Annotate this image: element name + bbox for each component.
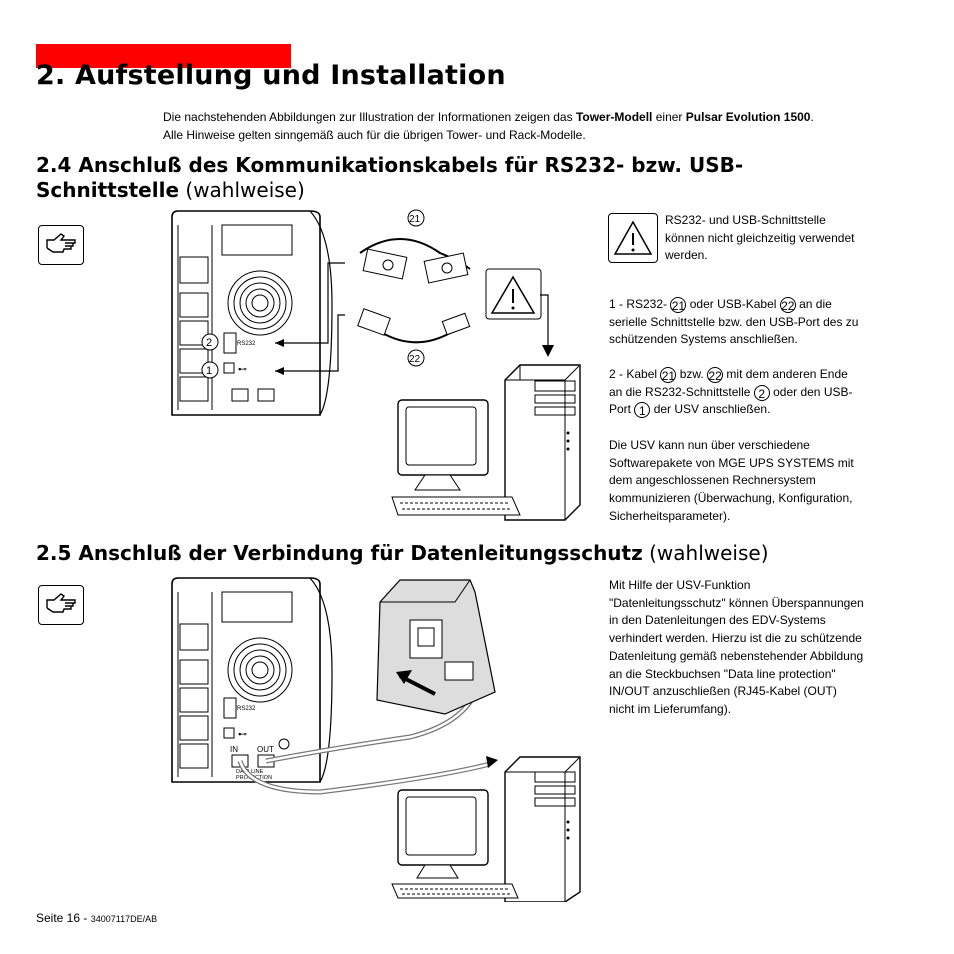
- step-text: oder USB-Kabel: [689, 297, 777, 311]
- data-line-protection-label: DATA LINE: [236, 769, 264, 775]
- intro-line-1: [163, 108, 883, 126]
- computer-monitor: [398, 400, 488, 490]
- section-2-4-title: [36, 153, 743, 203]
- wall-socket: [377, 580, 495, 714]
- step-text: 2 - Kabel: [609, 367, 658, 381]
- computer-monitor: [398, 790, 488, 878]
- computer-tower: [505, 757, 580, 902]
- warning-triangle-icon: [608, 213, 658, 263]
- intro-text-part: einer: [652, 110, 686, 124]
- rj45-plug: [445, 662, 473, 680]
- callout-21-inline: 21: [661, 368, 676, 383]
- step-text: 1 - RS232-: [609, 297, 668, 311]
- section-title-line: 2.4 Anschluß des Kommunikationskabels für RS232- bzw. USB-: [36, 153, 744, 177]
- rs232-port-label: RS232: [237, 341, 256, 347]
- in-label: IN: [230, 745, 238, 754]
- callout-22-inline: 22: [708, 368, 722, 383]
- keyboard: [392, 884, 518, 898]
- callout-1-inline: 1: [634, 402, 650, 418]
- rs232-usb-connection-figure: [160, 205, 605, 525]
- intro-text: [163, 108, 883, 144]
- page-footer: [36, 911, 157, 925]
- step-text: mit dem anderen Ende an die RS232-Schnittstelle: [609, 367, 848, 399]
- section-title-light: (wahlweise): [642, 541, 769, 565]
- pointing-hand-icon: [38, 225, 84, 265]
- section-title-light: (wahlweise): [179, 178, 305, 202]
- callout-21-label: 21: [409, 214, 421, 225]
- step-text: an die serielle Schnittstelle bzw. den USB-Port des zu schützenden Systems anschließen.: [609, 297, 859, 347]
- intro-text-part: .: [810, 110, 814, 124]
- section-2-5-title: [36, 541, 769, 566]
- data-line-protection-figure: [160, 572, 605, 902]
- rs232-port-label: RS232: [237, 706, 256, 712]
- step-text: oder den USB-Port: [609, 384, 853, 417]
- document-code: 34007117DE/AB: [90, 914, 158, 924]
- callout-22-label: 22: [409, 354, 421, 365]
- page-number: Seite 16 -: [36, 911, 91, 925]
- intro-product: Pulsar Evolution 1500: [685, 110, 811, 124]
- intro-model: Tower-Modell: [575, 110, 653, 124]
- ups-back-panel: [172, 211, 332, 415]
- callout-1-label: 1: [206, 365, 213, 377]
- callout-22-inline: 22: [781, 298, 795, 313]
- step-text: der USV anschließen.: [653, 402, 771, 417]
- pointing-hand-icon: [38, 585, 84, 625]
- data-line-protection-text: Mit Hilfe der USV-Funktion "Datenleitungsschutz" können Überspannungen in den Datenleitungen des EDV-Systems verhindert werden. Hierzu ist die zu schützende Datenleitung gemäß nebenstehender Abbildung an die Steckbuchsen "Data line protection" IN/OUT anzuschließen (RJ45-Kabel (OUT) nicht im Lieferumfang).: [609, 578, 864, 716]
- warning-text: RS232- und USB-Schnittstelle können nicht gleichzeitig verwendet werden.: [665, 213, 855, 263]
- usb-cable: [358, 309, 470, 366]
- intro-text-part: Die nachstehenden Abbildungen zur Illustration der Informationen zeigen das: [163, 110, 576, 124]
- callout-21-inline: 21: [671, 298, 686, 313]
- out-label: OUT: [257, 745, 274, 754]
- usb-symbol: ⊷: [238, 729, 247, 739]
- intro-line-2: Alle Hinweise gelten sinngemäß auch für die übrigen Tower- und Rack-Modelle.: [163, 128, 586, 142]
- section-title-bold: 2.5 Anschluß der Verbindung für Datenleitungsschutz: [36, 541, 643, 565]
- rs232-cable: [360, 210, 470, 283]
- callout-2-inline: 2: [754, 385, 770, 401]
- computer-tower: [505, 365, 580, 520]
- data-line-protection-label: PROTECTION: [236, 775, 273, 781]
- section-title-line: [36, 178, 743, 203]
- step-2-text: [609, 366, 864, 419]
- usb-symbol: ⊷: [238, 364, 247, 374]
- step-text: bzw.: [679, 367, 704, 381]
- step-1-text: [609, 296, 864, 349]
- software-text: Die USV kann nun über verschiedene Softwarepakete von MGE UPS SYSTEMS mit dem angeschlossenen Rechnersystem kommunizieren (Überwachung, Konfiguration, Sicherheitsparameter).: [609, 438, 854, 523]
- keyboard: [392, 497, 520, 515]
- chapter-title: 2. Aufstellung und Installation: [36, 60, 506, 91]
- section-title-bold: Schnittstelle: [36, 178, 180, 202]
- callout-2-label: 2: [206, 337, 213, 349]
